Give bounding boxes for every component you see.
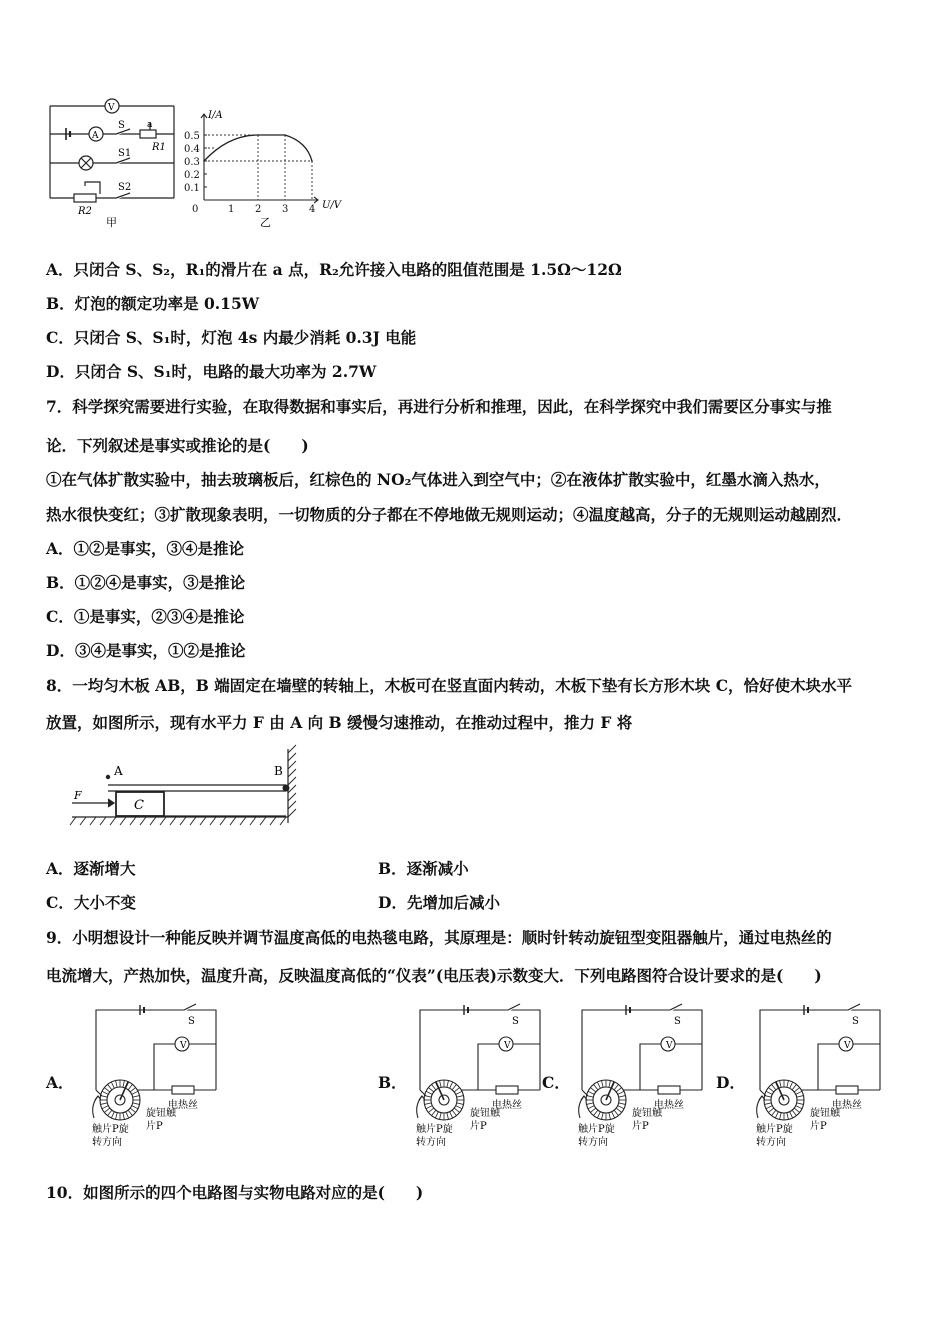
r1-label: R1 [152,142,166,153]
y-axis-label: I/A [208,110,223,121]
heating-wire-label: 电热丝 [654,1100,684,1111]
q8-board-diagram [68,745,328,837]
q9-stem-line2: 电流增大，产热加快，温度升高，反映温度高低的“仪表”(电压表)示数变大．下列电路图符合设计要求的是( ) [46,966,822,985]
q6-option-b: B．灯泡的额定功率是 0.15W [46,294,260,313]
y-tick-label: 0.2 [184,170,200,181]
q9-option-b-label: B． [378,1073,407,1092]
knob-label-2: 片P [146,1121,163,1132]
knob-label-2: 片P [632,1121,649,1132]
q7-stem-line3: ①在气体扩散实验中，抽去玻璃板后，红棕色的 NO₂气体进入到空气中；②在液体扩散实验中，红墨水滴入热水， [46,470,830,489]
q7-stem-line4: 热水很快变红；③扩散现象表明，一切物质的分子都在不停地做无规则运动；④温度越高，分子的无规则运动越剧烈． [46,505,853,524]
q8-stem-line1: 8．一均匀木板 AB，B 端固定在墙壁的转轴上，木板可在竖直面内转动，木板下垫有长方形木块 C，恰好使木块水平 [46,676,853,695]
switch-s-label: S [512,1016,519,1027]
data-point [203,160,205,162]
knob-label-2: 片P [810,1121,827,1132]
data-point [257,134,259,136]
x-tick-label: 1 [228,204,235,215]
y-tick-label: 0.1 [184,183,200,194]
q6-option-d: D．只闭合 S、S₁时，电路的最大功率为 2.7W [46,362,377,381]
rotation-label-2: 转方向 [578,1137,608,1148]
rotation-label: 触片P旋 [92,1124,129,1135]
rotation-label: 触片P旋 [756,1124,793,1135]
heating-wire-label: 电热丝 [832,1100,862,1111]
rotation-label-2: 转方向 [92,1137,122,1148]
caption-yi: 乙 [260,216,271,229]
voltmeter-label: V [844,1041,851,1051]
switch-s-label: S [674,1016,681,1027]
ammeter-label: A [92,131,99,141]
y-tick-label: 0.3 [184,157,200,168]
q9-stem-line1: 9．小明想设计一种能反映并调节温度高低的电热毯电路，其原理是：顺时针转动旋钮型变阻器触片，通过电热丝的 [46,928,832,947]
switch-s2-label: S2 [118,182,132,193]
q8-option-a: A．逐渐增大 [46,859,136,878]
switch-s-label: S [188,1016,195,1027]
force-f-label: F [74,789,82,802]
block-c-label: C [134,798,144,813]
rotation-label: 触片P旋 [416,1124,453,1135]
y-tick-label: 0.5 [184,131,200,142]
q10-stem: 10．如图所示的四个电路图与实物电路对应的是( ) [46,1183,424,1202]
switch-s-label: S [118,120,125,131]
knob-label: 旋钮触 [632,1108,662,1119]
r2-label: R2 [78,206,92,217]
point-a-label: A [114,764,123,778]
q7-stem-line2: 论．下列叙述是事实或推论的是( ) [46,436,309,455]
switch-s-label: S [852,1016,859,1027]
heating-wire-label: 电热丝 [168,1100,198,1111]
q7-option-d: D．③④是事实，①②是推论 [46,641,246,660]
data-point [311,160,313,162]
q7-option-a: A．①②是事实，③④是推论 [46,539,245,558]
knob-label: 旋钮触 [146,1108,176,1119]
x-tick-label: 3 [282,204,289,215]
voltmeter-label: V [504,1041,511,1051]
x-axis-label: U/V [322,200,342,211]
knob-label: 旋钮触 [470,1108,500,1119]
voltmeter-label: V [666,1041,673,1051]
x-tick-label: 0 [192,204,199,215]
data-point [284,134,286,136]
rotation-label-2: 转方向 [416,1137,446,1148]
q7-option-c: C．①是事实，②③④是推论 [46,607,245,626]
x-tick-label: 2 [255,204,262,215]
q6-circuit-diagram [44,98,184,228]
rotation-label: 触片P旋 [578,1124,615,1135]
point-a-label: a [147,120,153,130]
q9-circuit-c [574,1000,714,1150]
q9-circuit-b [412,1000,552,1150]
q6-iu-chart [178,108,358,230]
voltmeter-label: V [180,1041,187,1051]
point-b-label: B [274,764,283,778]
q8-option-b: B．逐渐减小 [378,859,469,878]
q7-stem-line1: 7．科学探究需要进行实验，在取得数据和事实后，再进行分析和推理，因此，在科学探究中我们需要区分事实与推 [46,397,832,416]
q9-circuit-d [752,1000,892,1150]
caption-jia: 甲 [106,216,117,229]
x-tick-label: 4 [309,204,316,215]
q9-circuit-a [88,1000,228,1150]
switch-s1-label: S1 [118,148,132,159]
q8-option-c: C．大小不变 [46,893,136,912]
q6-option-a: A．只闭合 S、S₂，R₁的滑片在 a 点，R₂允许接入电路的阻值范围是 1.5Ω～12Ω [46,260,622,279]
q7-option-b: B．①②④是事实，③是推论 [46,573,246,592]
q6-option-c: C．只闭合 S、S₁时，灯泡 4s 内最少消耗 0.3J 电能 [46,328,417,347]
q8-stem-line2: 放置，如图所示，现有水平力 F 由 A 向 B 缓慢匀速推动，在推动过程中，推力 F 将 [46,713,633,732]
q9-option-c-label: C． [542,1073,570,1092]
rotation-label-2: 转方向 [756,1137,786,1148]
q8-option-d: D．先增加后减小 [378,893,500,912]
heating-wire-label: 电热丝 [492,1100,522,1111]
y-tick-label: 0.4 [184,144,200,155]
knob-label-2: 片P [470,1121,487,1132]
q9-option-d-label: D． [716,1073,745,1092]
voltmeter-label: V [108,103,115,113]
knob-label: 旋钮触 [810,1108,840,1119]
q9-option-a-label: A． [46,1073,74,1092]
